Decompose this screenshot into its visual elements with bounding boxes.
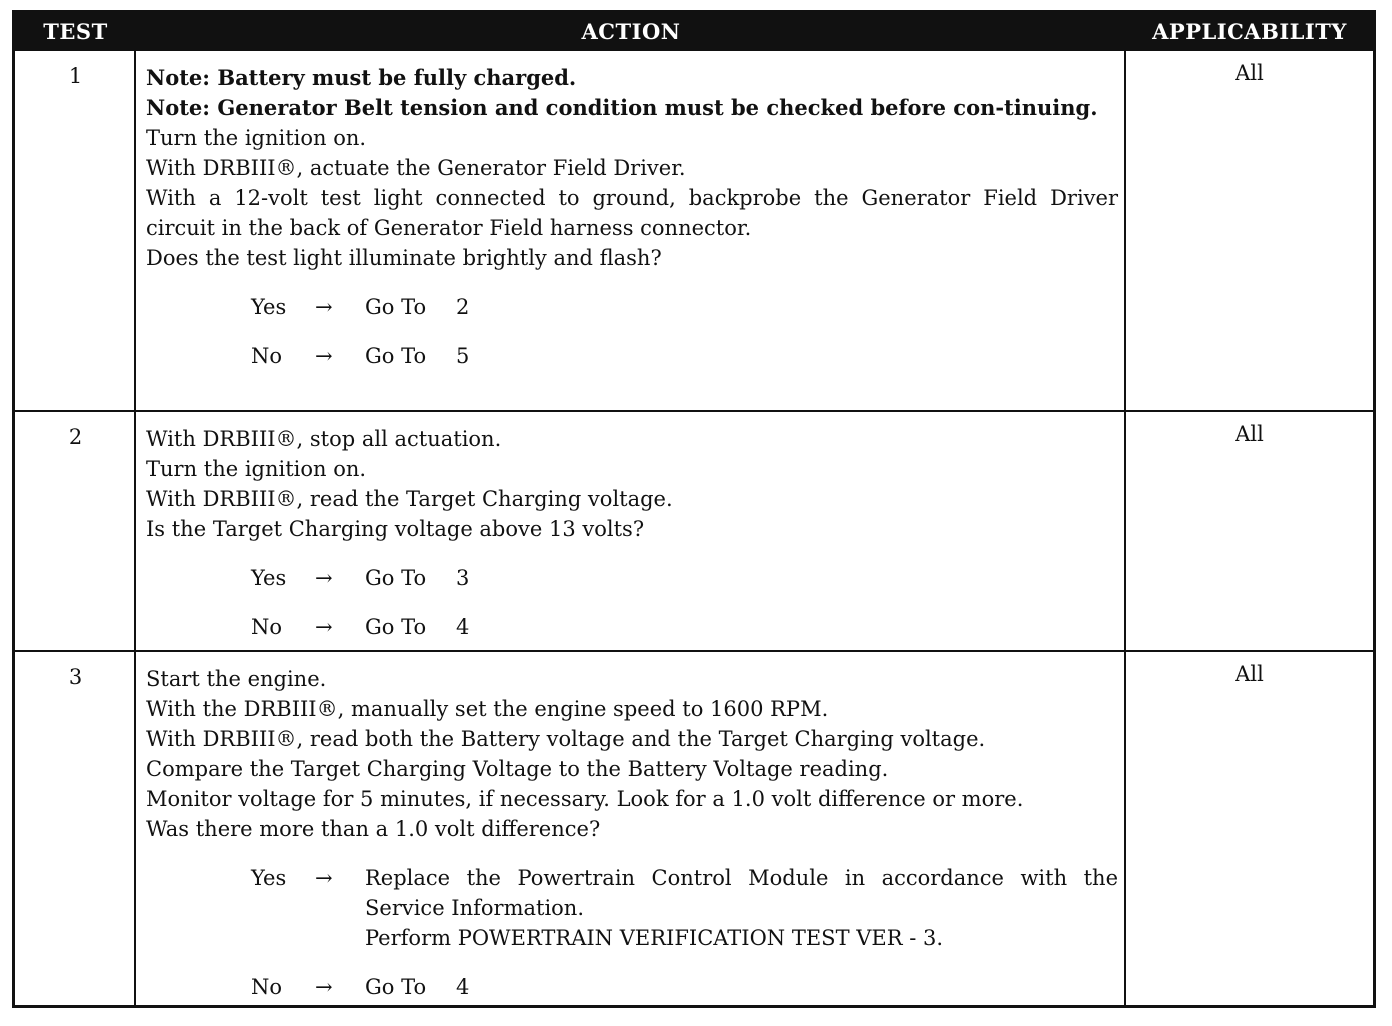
answer-label: No xyxy=(251,344,283,368)
table-header xyxy=(15,13,1373,51)
applicability-cell: All xyxy=(1235,61,1264,85)
answer-label: No xyxy=(251,975,283,999)
action-line: Is the Target Charging voltage above 13 volts? xyxy=(146,517,645,541)
applicability-cell: All xyxy=(1235,422,1264,446)
test-number: 3 xyxy=(68,665,83,689)
arrow-icon: → xyxy=(315,295,333,319)
diagnostic-test-table xyxy=(12,10,1376,1008)
answer-label: Yes xyxy=(251,295,287,319)
arrow-icon: → xyxy=(315,615,333,639)
goto-text: Go To xyxy=(365,975,427,999)
action-cell xyxy=(146,424,1118,642)
answer-yes xyxy=(146,292,1118,322)
action-line: Does the test light illuminate brightly and flash? xyxy=(146,246,662,270)
answer-no xyxy=(146,341,1118,371)
answer-yes xyxy=(146,563,1118,593)
arrow-icon: → xyxy=(315,866,333,890)
answer-label: No xyxy=(251,615,283,639)
note-text: Note: Generator Belt tension and condition must be checked before con-tinuing. xyxy=(146,95,1098,120)
header-applicability: APPLICABILITY xyxy=(1152,19,1347,44)
applicability-cell: All xyxy=(1235,662,1264,686)
answer-yes xyxy=(146,863,1118,953)
goto-target: 4 xyxy=(456,975,470,999)
test-number: 1 xyxy=(68,64,83,88)
arrow-icon: → xyxy=(315,344,333,368)
action-line: Start the engine. xyxy=(146,667,327,691)
action-cell xyxy=(146,664,1118,1002)
action-line: Was there more than a 1.0 volt difference? xyxy=(146,817,601,841)
note-text: Note: Battery must be fully charged. xyxy=(146,65,577,90)
answer-instruction: Replace the Powertrain Control Module in accordance with the Service Information. xyxy=(365,866,1118,920)
answer-no xyxy=(146,972,1118,1002)
goto-target: 4 xyxy=(456,615,470,639)
goto-text: Go To xyxy=(365,344,427,368)
answer-label: Yes xyxy=(251,866,287,890)
goto-target: 3 xyxy=(456,566,470,590)
answer-text xyxy=(365,863,1118,953)
header-action: ACTION xyxy=(581,19,681,44)
table-row-test-2 xyxy=(15,412,1373,650)
action-line: Monitor voltage for 5 minutes, if necessary. Look for a 1.0 volt difference or more. xyxy=(146,787,1024,811)
table-row-test-1 xyxy=(15,51,1373,410)
action-line: With DRBIII®, actuate the Generator Field Driver. xyxy=(146,156,686,180)
answer-label: Yes xyxy=(251,566,287,590)
answer-no xyxy=(146,612,1118,642)
arrow-icon: → xyxy=(315,975,333,999)
action-line: Compare the Target Charging Voltage to the Battery Voltage reading. xyxy=(146,757,889,781)
test-number: 2 xyxy=(68,425,83,449)
action-line: With a 12-volt test light connected to ground, backprobe the Generator Field Driver circuit in the back of Generator Field harness connector. xyxy=(146,186,1118,240)
action-line: With DRBIII®, stop all actuation. xyxy=(146,427,502,451)
action-line: Turn the ignition on. xyxy=(146,457,367,481)
goto-target: 2 xyxy=(456,295,470,319)
action-line: With DRBIII®, read both the Battery voltage and the Target Charging voltage. xyxy=(146,727,986,751)
action-line: With DRBIII®, read the Target Charging voltage. xyxy=(146,487,673,511)
action-line: With the DRBIII®, manually set the engine speed to 1600 RPM. xyxy=(146,697,829,721)
goto-target: 5 xyxy=(456,344,470,368)
goto-text: Go To xyxy=(365,295,427,319)
goto-text: Go To xyxy=(365,566,427,590)
table-row-test-3 xyxy=(15,652,1373,1005)
action-line: Turn the ignition on. xyxy=(146,126,367,150)
arrow-icon: → xyxy=(315,566,333,590)
action-cell xyxy=(146,63,1118,371)
goto-text: Go To xyxy=(365,615,427,639)
answer-instruction: Perform POWERTRAIN VERIFICATION TEST VER - 3. xyxy=(365,926,944,950)
header-test: TEST xyxy=(43,19,108,44)
